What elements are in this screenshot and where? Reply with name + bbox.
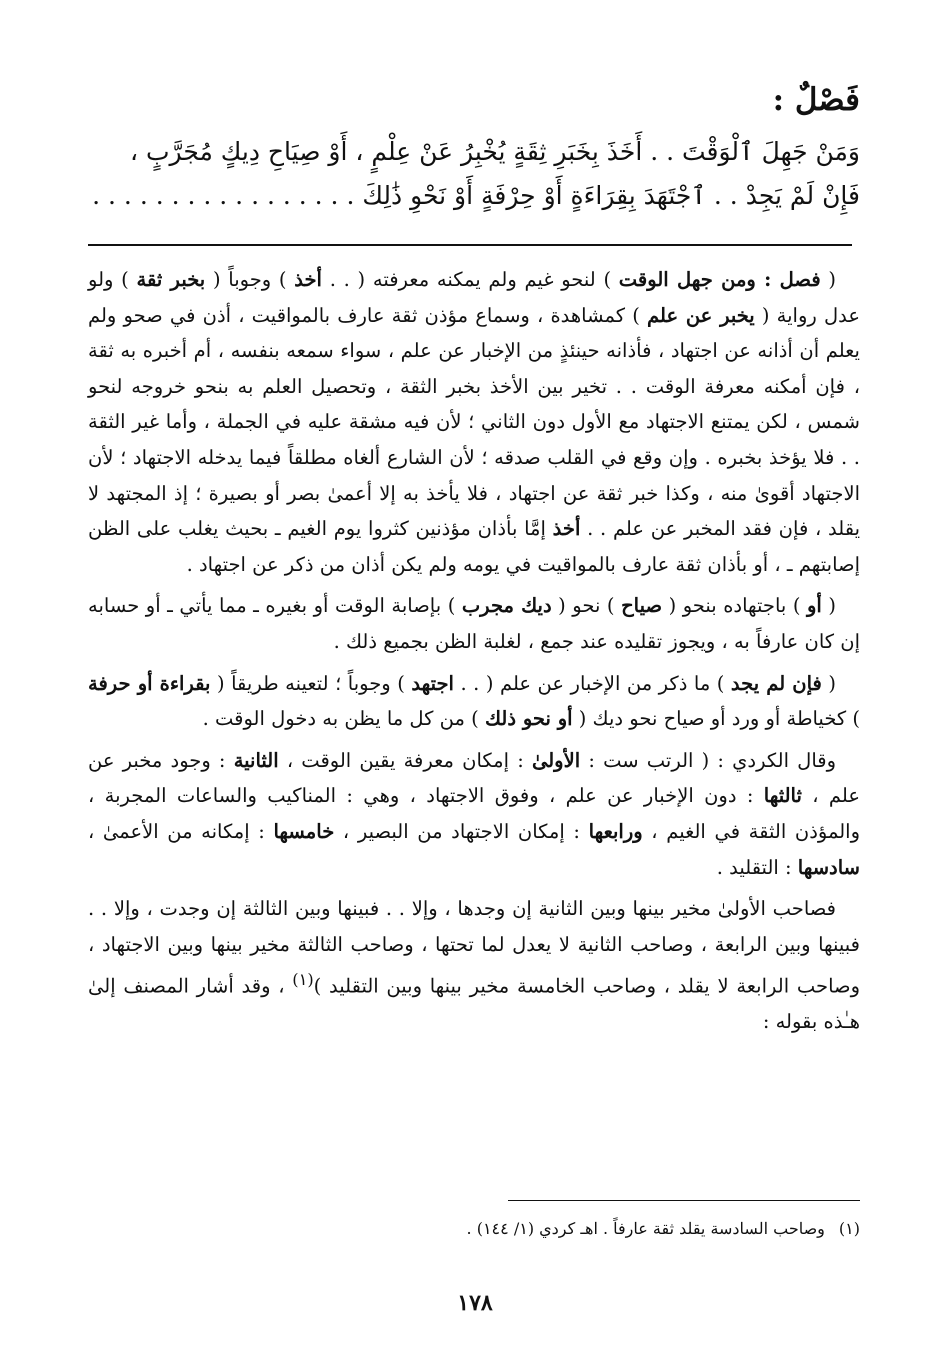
footnote [100, 1216, 860, 1242]
commentary [88, 262, 860, 1046]
commentary-paragraph-2: ( أو ) باجتهاده بنحو ( صياح ) نحو ( ديك مجرب ) بإصابة الوقت أو بغيره ـ مما يأتي ـ أو حسابه إن كان عارفاً به ، ويجوز تقليده عند جمع ، لغلبة الظن بجميع ذلك . [88, 594, 860, 653]
separator-rule [88, 244, 852, 246]
page-number: ١٧٨ [457, 1290, 493, 1316]
commentary-paragraph-4: وقال الكردي : ( الرتب ست : الأولىٰ : إمكان معرفة يقين الوقت ، الثانية : وجود مخبر عن علم ، ثالثها : دون الإخبار عن علم ، وفوق الاجتهاد ، وهي : المناكيب والساعات المجربة ، والمؤذن الثقة في الغيم ، ورابعها : إمكان الاجتهاد من البصير ، خامسها : إمكانه من الأعمىٰ ، سادسها : التقليد . [88, 748, 861, 879]
matn-line-1: وَمَنْ جَهِلَ ٱلْوَقْتَ . . أَخَذَ بِخَبَرِ ثِقَةٍ يُخْبِرُ عَنْ عِلْمٍ ، أَوْ صِيَاحِ دِيكٍ مُجَرَّبٍ ، [129, 137, 860, 166]
footnote-text: وصاحب السادسة يقلد ثقة عارفاً . اهـ كردي (١/ ١٤٤) . [466, 1219, 825, 1238]
section-heading: فَصْلٌ : [772, 82, 860, 118]
footnote-reference: (١) [292, 970, 314, 990]
matn-line-2: فَإِنْ لَمْ يَجِدْ . . ٱجْتَهَدَ بِقِرَاءَةٍ أَوْ حِرْفَةٍ أَوْ نَحْوِ ذَٰلِكَ . . . . . . . . . . . . . . . . . [92, 181, 860, 210]
commentary-paragraph-3: ( فإن لم يجد ) ما ذكر من الإخبار عن علم ( . . اجتهد ) وجوباً ؛ لتعينه طريقاً ( بقراءة أو حرفة ) كخياطة أو ورد أو صياح نحو ديك ( أو نحو ذلك ) من كل ما يظن به دخول الوقت . [88, 671, 860, 731]
footnote-separator [508, 1200, 860, 1201]
footnote-number: (١) [838, 1219, 860, 1238]
matn-text [92, 130, 860, 218]
commentary-paragraph-1: ( فصل : ومن جهل الوقت ) لنحو غيم ولم يمكنه معرفته ( . . أخذ ) وجوباً ( بخبر ثقة ) ولو عدل رواية ( يخبر عن علم ) كمشاهدة ، وسماع مؤذن ثقة عارف بالمواقيت ، أذن في صحو ولم يعلم أن أذانه عن اجتهاد ، فأذانه حينئذٍ من الإخبار عن علم ، سواء سمعه بنفسه ، أم أخبره به ثقة ، فإن أمكنه معرفة الوقت . . تخير بين الأخذ بخبر الثقة ، وتحصيل العلم به بنحو خروجه لنحو شمس ، لكن يمتنع الاجتهاد مع الأول دون الثاني ؛ لأن فيه مشقة عليه في الجملة ، وأما غير الثقة . . فلا يؤخذ بخبره . وإن وقع في القلب صدقه ؛ لأن الشارع ألغاه مطلقاً فيما يدخله الاجتهاد ؛ لأن الاجتهاد أقوىٰ منه ، وكذا خبر ثقة عن اجتهاد ، فلا يأخذ به إلا أعمىٰ بصر أو بصيرة ؛ إذ المجتهد لا يقلد ، فإن فقد المخبر عن علم . . أخذ إمَّا بأذان مؤذنين كثروا يوم الغيم ـ بحيث يغلب على الظن إصابتهم ـ ، أو بأذان ثقة عارف بالمواقيت في يومه ولم يكن أذان من ذكر عن اجتهاد . [88, 268, 861, 576]
commentary-paragraph-5: فصاحب الأولىٰ مخير بينها وبين الثانية إن وجدها ، وإلا . . فبينها وبين الثالثة إن وجدت ، وإلا . . فبينها وبين الرابعة ، وصاحب الثانية لا يعدل لما تحتها ، وصاحب الثالثة مخير بينها وبين الاجتهاد ، وصاحب الرابعة لا يقلد ، وصاحب الخامسة مخير بينها وبين التقليد )$^{(١)}$ ، وقد أشار المصنف إلىٰ هـٰذه بقوله : [88, 897, 860, 1034]
